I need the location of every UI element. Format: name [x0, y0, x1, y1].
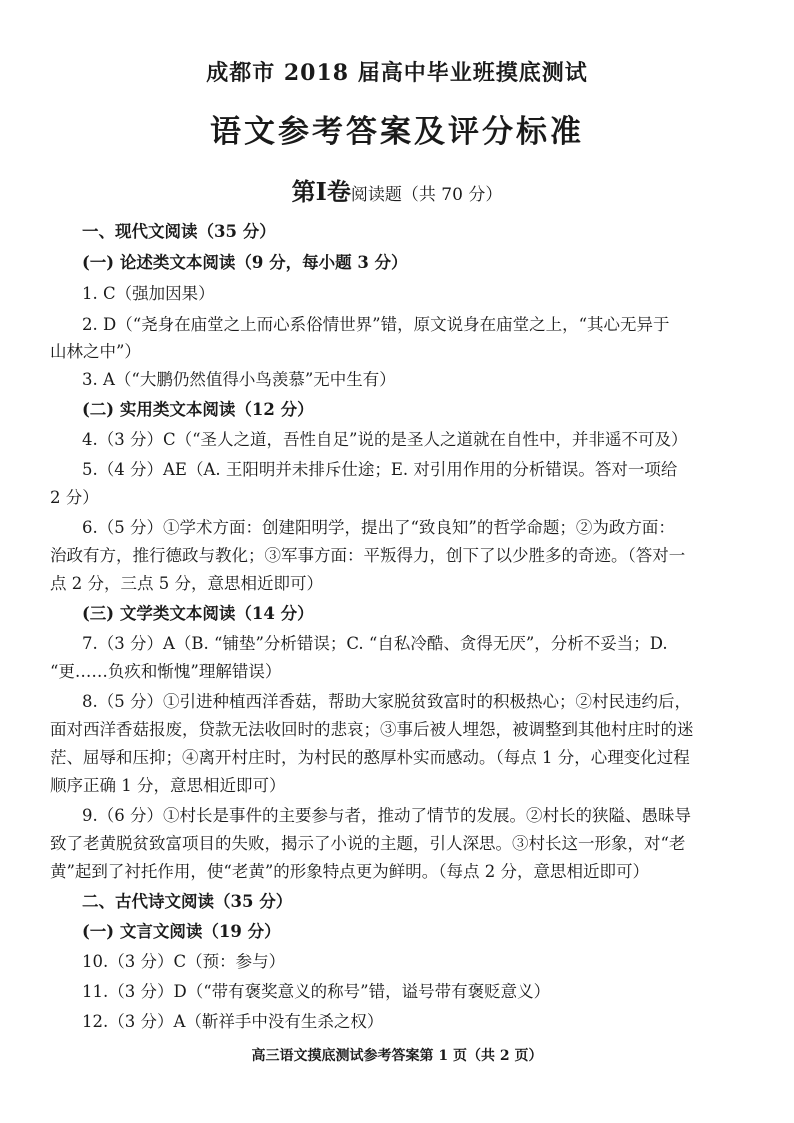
section-heading: 二、古代诗文阅读（35 分）: [82, 892, 293, 911]
answer-line: 6.（5 分）①学术方面：创建阳明学，提出了“致良知”的哲学命题；②为政方面：: [82, 518, 675, 537]
subsection-heading: (一) 论述类文本阅读（9 分，每小题 3 分）: [82, 253, 408, 272]
exam-title: 成都市 2018 届高中毕业班摸底测试: [206, 60, 588, 86]
answer-line: 茫、屈辱和压抑；④离开村庄时，为村民的憨厚朴实而感动。（每点 1 分，心理变化过程: [50, 748, 690, 767]
section-heading: 一、现代文阅读（35 分）: [82, 222, 276, 241]
answer-line: 1. C（强加因果）: [82, 284, 215, 303]
answer-line: 致了老黄脱贫致富项目的失败，揭示了小说的主题，引人深思。③村长这一形象，对“老: [50, 834, 686, 853]
answer-line: “更……负疚和惭愧”理解错误）: [50, 662, 282, 681]
answer-line: 顺序正确 1 分，意思相近即可）: [50, 776, 286, 795]
answer-line: 12.（3 分）A（靳祥手中没有生杀之权）: [82, 1012, 384, 1031]
answer-line: 2 分）: [50, 488, 99, 507]
answer-line: 8.（5 分）①引进种植西洋香菇，帮助大家脱贫致富时的积极热心；②村民违约后，: [82, 692, 691, 711]
subsection-heading: (一) 文言文阅读（19 分）: [82, 922, 281, 941]
answer-line: 4.（3 分）C（“圣人之道，吾性自足”说的是圣人之道就在自性中，并非遥不可及）: [82, 430, 688, 449]
answer-line: 9.（6 分）①村长是事件的主要参与者，推动了情节的发展。②村长的狭隘、愚昧导: [82, 806, 691, 825]
volume-heading: [0, 172, 794, 207]
answer-line: 点 2 分，三点 5 分，意思相近即可）: [50, 574, 323, 593]
answer-line: 治政有方，推行德政与教化；③军事方面：平叛得力，创下了以少胜多的奇迹。（答对一: [50, 546, 686, 565]
subsection-heading: (二) 实用类文本阅读（12 分）: [82, 400, 314, 419]
page-footer: 高三语文摸底测试参考答案第 1 页（共 2 页）: [251, 1048, 543, 1064]
volume-subtitle: 阅读题（共 70 分）: [350, 185, 503, 205]
answer-line: 10.（3 分）C（预：参与）: [82, 952, 286, 971]
subsection-heading: (三) 文学类文本阅读（14 分）: [82, 604, 314, 623]
answer-line: 5.（4 分）AE（A. 王阳明并未排斥仕途；E. 对引用作用的分析错误。答对一项给: [82, 460, 678, 479]
answer-line: 黄”起到了衬托作用，使“老黄”的形象特点更为鲜明。（每点 2 分，意思相近即可）: [50, 862, 650, 881]
answer-line: 7.（3 分）A（B. “铺垫”分析错误；C. “自私冷酷、贪得无厌”，分析不妥当；D.: [82, 634, 668, 653]
document-title: 语文参考答案及评分标准: [210, 114, 584, 150]
answer-line: 山林之中”）: [50, 342, 141, 361]
answer-line: 面对西洋香菇报废，贷款无法收回时的悲哀；③事后被人埋怨，被调整到其他村庄时的迷: [50, 720, 694, 739]
answer-line: 11.（3 分）D（“带有褒奖意义的称号”错，谥号带有褒贬意义）: [82, 982, 551, 1001]
answer-line: 2. D（“尧身在庙堂之上而心系俗情世界”错，原文说身在庙堂之上，“其心无异于: [82, 315, 670, 334]
volume-name: 第Ⅰ卷: [291, 177, 351, 206]
answer-line: 3. A（“大鹏仍然值得小鸟羡慕”无中生有）: [82, 370, 396, 389]
